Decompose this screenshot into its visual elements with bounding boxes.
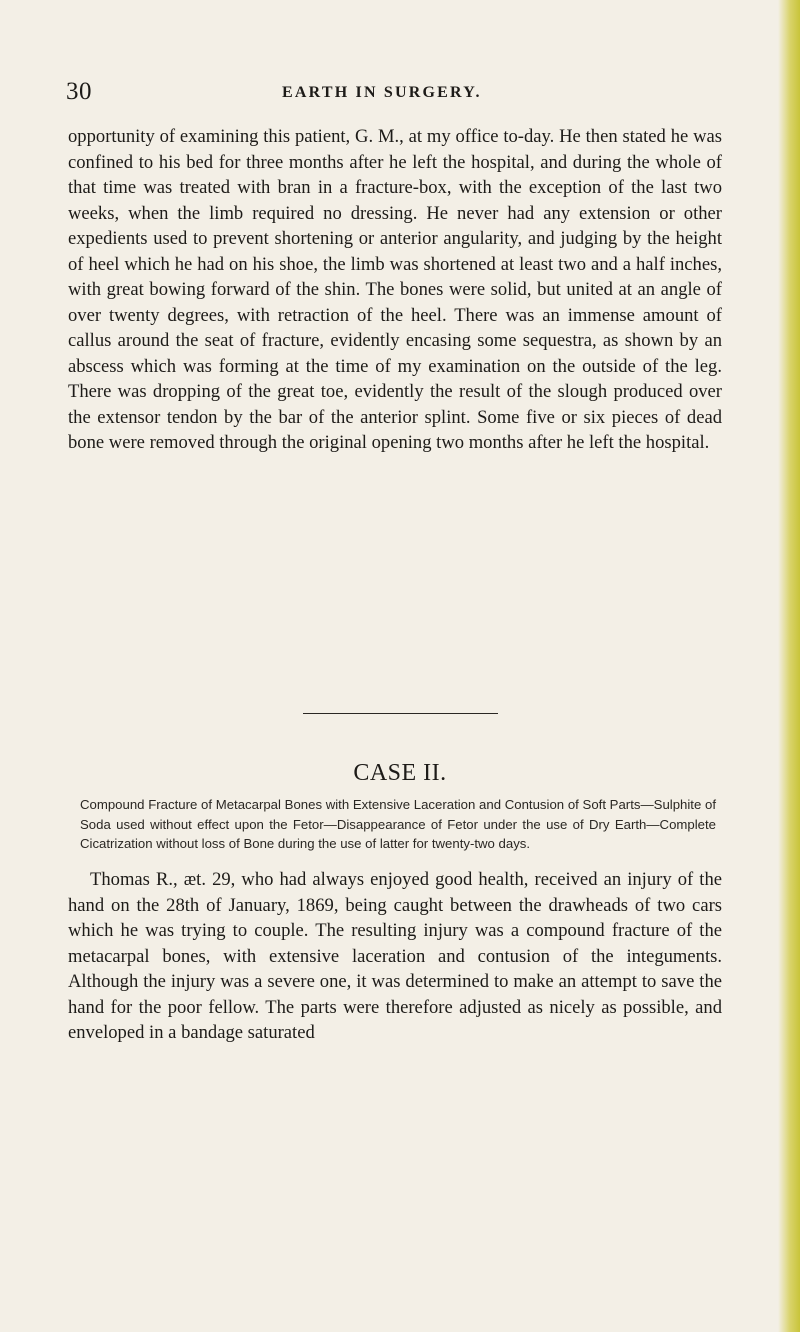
page-number: 30: [66, 78, 92, 105]
case-summary: Compound Fracture of Metacarpal Bones with Extensive Laceration and Contusion of Soft Parts—Sulphite of Soda used without effect upon the Fetor—Disappearance of Fetor under the use of Dry Earth—Complete Cicatrization without loss of Bone during the use of latter for twenty-two days.: [80, 797, 716, 851]
page-header: [66, 78, 726, 108]
running-head: EARTH IN SURGERY.: [282, 84, 482, 101]
page-edge-discoloration: [778, 0, 800, 1332]
body-paragraph-2: Thomas R., æt. 29, who had always enjoyed good health, received an injury of the hand on the 28th of January, 1869, being caught between the drawheads of two cars which he was trying to couple. The resulting injury was a compound fracture of the metacarpal bones, with extensive laceration and contusion of the integuments. Although the injury was a severe one, it was determined to make an attempt to save the hand for the poor fellow. The parts were therefore adjusted as nicely as possible, and enveloped in a bandage saturated: [68, 869, 722, 1043]
section-divider: [303, 713, 498, 714]
body-paragraph-1: opportunity of examining this patient, G. M., at my office to-day. He then stated he was confined to his bed for three months after he left the hospital, and during the whole of that time was treated with bran in a fracture-box, with the exception of the last two weeks, when the limb required no dressing. He never had any extension or other expedients used to prevent shortening or anterior angularity, and judging by the height of heel which he had on his shoe, the limb was shortened at least two and a half inches, with great bowing forward of the shin. The bones were solid, but united at an angle of over twenty degrees, with retraction of the heel. There was an immense amount of callus around the seat of fracture, evidently encasing some sequestra, as shown by an abscess which was forming at the time of my examination on the outside of the leg. There was dropping of the great toe, evidently the result of the slough produced over the extensor tendon by the bar of the anterior splint. Some five or six pieces of dead bone were removed through the original opening two months after he left the hospital.: [68, 126, 722, 453]
case-title: CASE II.: [353, 760, 447, 786]
